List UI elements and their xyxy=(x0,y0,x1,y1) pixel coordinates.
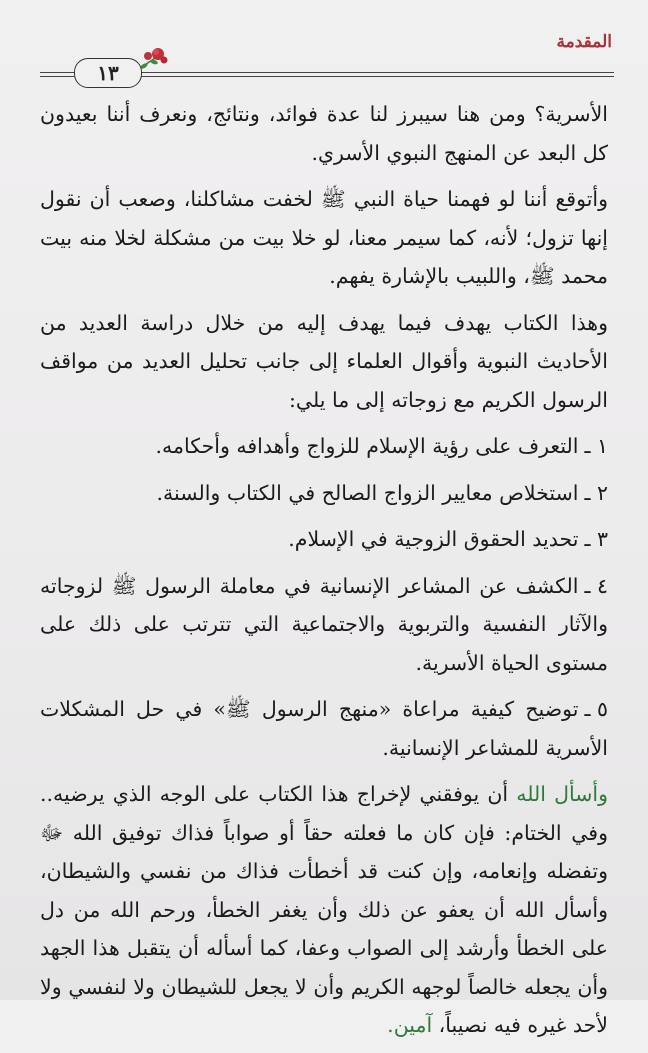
list-item-text: استخلاص معايير الزواج الصالح في الكتاب والسنة. xyxy=(156,480,579,505)
page-body xyxy=(40,95,608,1053)
closing-amen: آمين. xyxy=(387,1013,433,1037)
list-item-text: التعرف على رؤية الإسلام للزواج وأهدافه وأحكامه. xyxy=(155,434,579,458)
closing-paragraph xyxy=(40,775,608,1045)
list-item-text: تحديد الحقوق الزوجية في الإسلام. xyxy=(288,527,579,551)
list-item-number: ١ ـ xyxy=(584,434,608,458)
paragraph: وأتوقع أننا لو فهمنا حياة النبي ﷺ لخفت مشاكلنا، وصعب أن نقول إنها تزول؛ لأنه، كما سيمر معنا، لو خلا بيت من مشكلة لخلا منه بيت محمد ﷺ، واللبيب بالإشارة يفهم. xyxy=(40,187,608,288)
closing-text: أن يوفقني لإخراج هذا الكتاب على الوجه الذي يرضيه.. وفي الختام: فإن كان ما فعلته حقاً أو صواباً فذاك توفيق الله ﷻ وتفضله وإنعامه، وإن كنت قد أخطأت فذاك من نفسي والشيطان، وأسأل الله أن يعفو عن ذلك وأن يغفر الخطأ، ورحم الله من دل على الخطأ وأرشد إلى الصواب وعفا، كما أسأله أن يتقبل هذا الجهد وأن يجعله خالصاً لوجهه الكريم وأن لا يجعل للشيطان ولا لنفسي ولا لأحد غيره فيه نصيباً، xyxy=(40,782,609,1037)
list-item-number: ٥ ـ xyxy=(584,697,608,721)
page-header xyxy=(0,0,648,92)
header-rule xyxy=(140,72,614,77)
list-item xyxy=(40,427,608,466)
list-item xyxy=(40,520,608,559)
paragraph: الأسرية؟ ومن هنا سيبرز لنا عدة فوائد، ونتائج، ونعرف أننا بعيدون كل البعد عن المنهج النبوي الأسري. xyxy=(40,102,608,165)
chapter-title: المقدمة xyxy=(556,32,612,52)
list-item-number: ٤ ـ xyxy=(584,573,608,598)
list-item xyxy=(40,567,608,683)
paragraph: وهذا الكتاب يهدف فيما يهدف إليه من خلال دراسة العديد من الأحاديث النبوية وأقوال العلماء إلى جانب تحليل العديد من مواقف الرسول الكريم مع زوجاته إلى ما يلي: xyxy=(40,310,608,412)
list-item-text: الكشف عن المشاعر الإنسانية في معاملة الرسول ﷺ لزوجاته والآثار النفسية والتربوية والاجتماعية التي تترتب على ذلك على مستوى الحياة الأسرية. xyxy=(40,573,608,675)
list-item-number: ٣ ـ xyxy=(584,527,608,551)
page-number: ١٣ xyxy=(74,58,142,88)
list-item-text: توضيح كيفية مراعاة «منهج الرسول ﷺ» في حل المشكلات الأسرية للمشاعر الإنسانية. xyxy=(40,697,608,760)
list-item-number: ٢ ـ xyxy=(584,480,608,505)
list-item xyxy=(40,690,608,767)
header-rule-left xyxy=(40,72,74,77)
closing-lead: وأسأل الله xyxy=(516,782,608,806)
list-item xyxy=(40,474,608,513)
